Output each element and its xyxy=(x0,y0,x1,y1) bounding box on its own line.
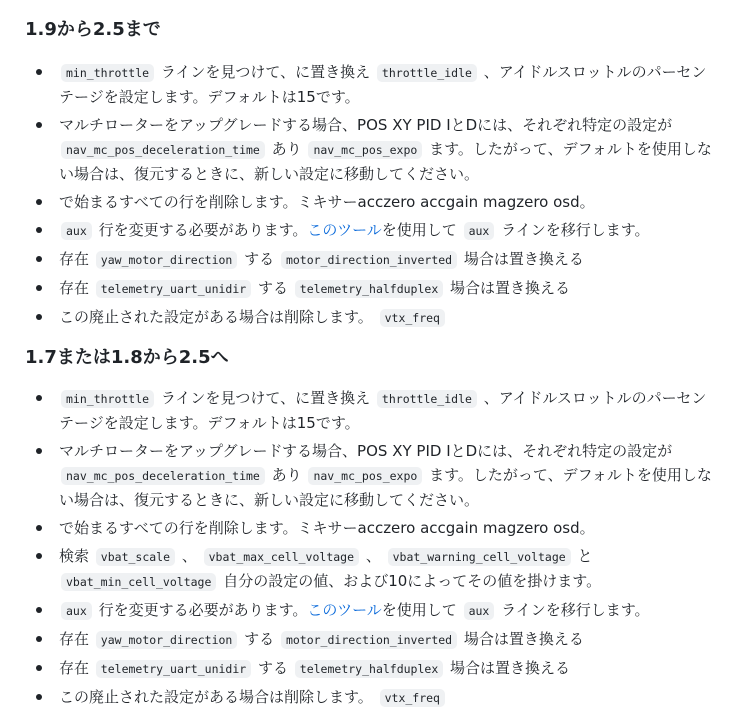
item-text: ラインを見つけて、に置き換え xyxy=(160,63,371,81)
list-item xyxy=(0,656,747,681)
inline-code: min_throttle xyxy=(61,64,154,82)
list-item xyxy=(0,305,747,330)
item-text: 存在 xyxy=(59,250,90,268)
item-text: する xyxy=(257,659,288,677)
list-item xyxy=(0,544,747,594)
inline-code: motor_direction_inverted xyxy=(281,251,457,269)
bullet-icon xyxy=(36,694,42,700)
inline-code: vtx_freq xyxy=(380,309,445,327)
inline-code: telemetry_uart_unidir xyxy=(96,660,251,678)
item-text: と xyxy=(577,547,593,565)
inline-code: aux xyxy=(464,602,495,620)
tool-link[interactable]: このツール xyxy=(307,601,382,619)
item-text: 存在 xyxy=(59,630,90,648)
item-text: 、 xyxy=(181,547,197,565)
inline-code: telemetry_halfduplex xyxy=(295,660,443,678)
item-text: 、アイドルスロットルのパーセンテージを設定します。デフォルトは15です。 xyxy=(59,389,707,432)
inline-code: aux xyxy=(61,602,92,620)
item-text: ます。したがって、デフォルトを使用しない場合は、復元するときに、新しい設定に移動してください。 xyxy=(59,140,712,183)
item-text: 検索 xyxy=(59,547,90,565)
item-text: 、 xyxy=(365,547,381,565)
inline-code: vbat_scale xyxy=(96,548,175,566)
list-item xyxy=(0,218,747,243)
inline-code: vbat_warning_cell_voltage xyxy=(388,548,571,566)
item-text: あり xyxy=(271,466,302,484)
item-text: する xyxy=(257,279,288,297)
bullet-icon xyxy=(36,665,42,671)
inline-code: nav_mc_pos_deceleration_time xyxy=(61,467,265,485)
inline-code: vbat_max_cell_voltage xyxy=(204,548,359,566)
inline-code: throttle_idle xyxy=(377,390,477,408)
tool-link[interactable]: このツール xyxy=(307,221,382,239)
item-text: する xyxy=(244,630,275,648)
list-item xyxy=(0,276,747,301)
item-text: で始まるすべての行を削除します。ミキサーacczero accgain magzero osd。 xyxy=(59,193,595,211)
inline-code: yaw_motor_direction xyxy=(96,631,238,649)
list-item xyxy=(0,60,747,109)
inline-code: motor_direction_inverted xyxy=(281,631,457,649)
list-item xyxy=(0,190,747,214)
list-item xyxy=(0,247,747,272)
item-text: ラインを移行します。 xyxy=(501,221,650,239)
inline-code: throttle_idle xyxy=(377,64,477,82)
step-list-1 xyxy=(0,60,747,334)
inline-code: aux xyxy=(61,222,92,240)
item-text: 自分の設定の値、および10によってその値を掛けます。 xyxy=(223,572,602,590)
bullet-icon xyxy=(36,285,42,291)
item-text: この廃止された設定がある場合は削除します。 xyxy=(59,308,373,326)
bullet-icon xyxy=(36,553,42,559)
item-text: ラインを移行します。 xyxy=(501,601,650,619)
inline-code: min_throttle xyxy=(61,390,154,408)
item-text: ます。したがって、デフォルトを使用しない場合は、復元するときに、新しい設定に移動してください。 xyxy=(59,466,712,509)
step-list-2 xyxy=(0,386,747,714)
item-text: 行を変更する必要があります。 xyxy=(98,601,308,619)
list-item xyxy=(0,627,747,652)
list-item xyxy=(0,113,747,186)
bullet-icon xyxy=(36,256,42,262)
inline-code: vbat_min_cell_voltage xyxy=(61,573,216,591)
item-text: 場合は置き換える xyxy=(463,250,584,268)
list-item xyxy=(0,516,747,540)
bullet-icon xyxy=(36,199,42,205)
inline-code: nav_mc_pos_expo xyxy=(308,141,422,159)
list-item xyxy=(0,598,747,623)
item-text: マルチローターをアップグレードする場合、POS XY PID IとDには、それぞれ特定の設定が xyxy=(59,442,673,460)
inline-code: telemetry_halfduplex xyxy=(295,280,443,298)
item-text: 場合は置き換える xyxy=(450,279,571,297)
section-heading-2: 1.7または1.8から2.5へ xyxy=(25,347,229,368)
inline-code: nav_mc_pos_expo xyxy=(308,467,422,485)
bullet-icon xyxy=(36,69,42,75)
bullet-icon xyxy=(36,227,42,233)
item-text: 、アイドルスロットルのパーセンテージを設定します。デフォルトは15です。 xyxy=(59,63,707,106)
section-heading-1: 1.9から2.5まで xyxy=(25,19,161,40)
item-text: 場合は置き換える xyxy=(463,630,584,648)
inline-code: nav_mc_pos_deceleration_time xyxy=(61,141,265,159)
bullet-icon xyxy=(36,448,42,454)
item-text: ラインを見つけて、に置き換え xyxy=(160,389,371,407)
item-text: あり xyxy=(271,140,302,158)
item-text: 場合は置き換える xyxy=(450,659,571,677)
inline-code: yaw_motor_direction xyxy=(96,251,238,269)
item-text: 行を変更する必要があります。 xyxy=(98,221,308,239)
item-text: を使用して xyxy=(381,601,457,619)
item-text: 存在 xyxy=(59,279,90,297)
list-item xyxy=(0,439,747,512)
bullet-icon xyxy=(36,122,42,128)
inline-code: aux xyxy=(464,222,495,240)
list-item xyxy=(0,685,747,710)
item-text: する xyxy=(244,250,275,268)
item-text: を使用して xyxy=(381,221,457,239)
item-text: で始まるすべての行を削除します。ミキサーacczero accgain magzero osd。 xyxy=(59,519,595,537)
item-text: この廃止された設定がある場合は削除します。 xyxy=(59,688,373,706)
bullet-icon xyxy=(36,607,42,613)
list-item xyxy=(0,386,747,435)
bullet-icon xyxy=(36,314,42,320)
inline-code: vtx_freq xyxy=(380,689,445,707)
bullet-icon xyxy=(36,636,42,642)
inline-code: telemetry_uart_unidir xyxy=(96,280,251,298)
item-text: 存在 xyxy=(59,659,90,677)
item-text: マルチローターをアップグレードする場合、POS XY PID IとDには、それぞれ特定の設定が xyxy=(59,116,673,134)
bullet-icon xyxy=(36,395,42,401)
bullet-icon xyxy=(36,525,42,531)
